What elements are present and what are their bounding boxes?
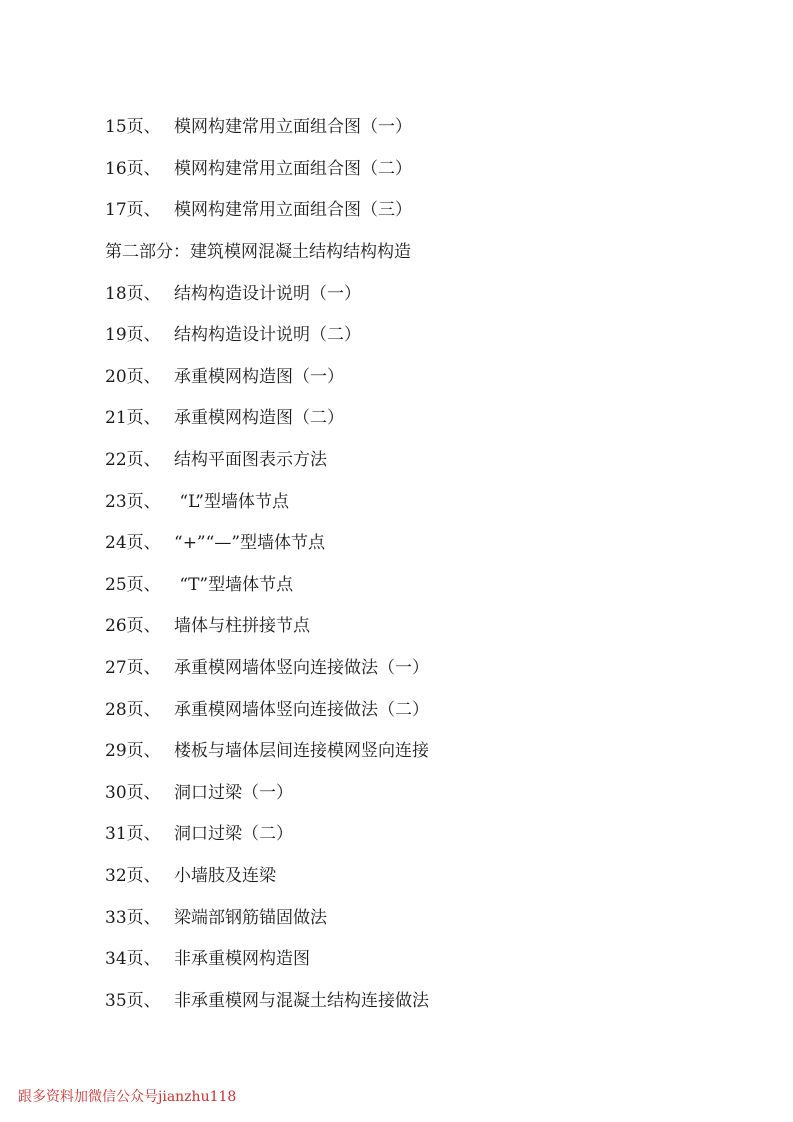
entry-title: 结构构造设计说明（二） xyxy=(174,325,361,346)
toc-entry xyxy=(105,312,745,354)
entry-title: 墙体与柱拼接节点 xyxy=(174,616,310,637)
entry-title: 结构构造设计说明（一） xyxy=(174,283,361,304)
entry-title: 模网构建常用立面组合图（一） xyxy=(174,117,412,138)
toc-entry xyxy=(105,686,745,728)
toc-list xyxy=(105,104,745,1019)
page-number: 30页、 xyxy=(105,782,161,803)
page-number: 24页、 xyxy=(105,533,161,554)
toc-entry xyxy=(105,728,745,770)
toc-entry xyxy=(105,520,745,562)
toc-entry xyxy=(105,270,745,312)
page-number: 19页、 xyxy=(105,325,161,346)
toc-entry xyxy=(105,770,745,812)
page-number: 27页、 xyxy=(105,658,161,679)
entry-title: 承重模网墙体竖向连接做法（二） xyxy=(174,699,429,720)
page-number: 18页、 xyxy=(105,283,161,304)
toc-entry xyxy=(105,645,745,687)
page-number: 26页、 xyxy=(105,616,161,637)
page-number: 31页、 xyxy=(105,824,161,845)
page-number: 33页、 xyxy=(105,907,161,928)
page-number: 21页、 xyxy=(105,408,161,429)
entry-title: 模网构建常用立面组合图（三） xyxy=(174,200,412,221)
page-number: 20页、 xyxy=(105,366,161,387)
toc-entry xyxy=(105,603,745,645)
page-number: 22页、 xyxy=(105,450,161,471)
toc-entry xyxy=(105,354,745,396)
toc-entry xyxy=(105,562,745,604)
page-number: 34页、 xyxy=(105,949,161,970)
entry-title: 模网构建常用立面组合图（二） xyxy=(174,158,412,179)
entry-title: 结构平面图表示方法 xyxy=(174,450,327,471)
entry-title: 承重模网构造图（二） xyxy=(174,408,344,429)
entry-title: 非承重模网构造图 xyxy=(174,949,310,970)
toc-entry xyxy=(105,187,745,229)
section-heading: 第二部分：建筑模网混凝土结构结构构造 xyxy=(105,242,411,263)
page-number: 23页、 xyxy=(105,491,161,512)
page-number: 28页、 xyxy=(105,699,161,720)
entry-title: “+”“—”型墙体节点 xyxy=(174,533,326,554)
toc-entry xyxy=(105,395,745,437)
entry-title: 承重模网墙体竖向连接做法（一） xyxy=(174,658,429,679)
page-number: 16页、 xyxy=(105,158,161,179)
page-number: 15页、 xyxy=(105,117,161,138)
page-number: 29页、 xyxy=(105,741,161,762)
entry-title: 洞口过梁（一） xyxy=(174,782,293,803)
toc-entry xyxy=(105,478,745,520)
toc-entry xyxy=(105,936,745,978)
toc-entry xyxy=(105,977,745,1019)
toc-entry xyxy=(105,811,745,853)
toc-entry xyxy=(105,437,745,479)
entry-title: 洞口过梁（二） xyxy=(174,824,293,845)
entry-title: 梁端部钢筋锚固做法 xyxy=(174,907,327,928)
page-number: 25页、 xyxy=(105,574,161,595)
page-number: 17页、 xyxy=(105,200,161,221)
footer-watermark-text: 跟多资料加微信公众号jianzhu118 xyxy=(18,1089,237,1105)
toc-entry xyxy=(105,146,745,188)
entry-title: 非承重模网与混凝土结构连接做法 xyxy=(174,990,429,1011)
page-number: 32页、 xyxy=(105,865,161,886)
toc-entry xyxy=(105,104,745,146)
entry-title: “T”型墙体节点 xyxy=(174,574,294,595)
entry-title: 小墙肢及连梁 xyxy=(174,865,276,886)
entry-title: 楼板与墙体层间连接模网竖向连接 xyxy=(174,741,429,762)
entry-title: 承重模网构造图（一） xyxy=(174,366,344,387)
toc-entry xyxy=(105,853,745,895)
toc-entry xyxy=(105,894,745,936)
entry-title: “L”型墙体节点 xyxy=(174,491,289,512)
page-number: 35页、 xyxy=(105,990,161,1011)
